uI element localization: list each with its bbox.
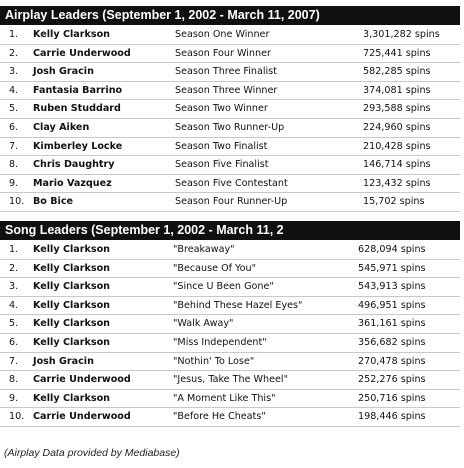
airplay-leaders-header: Airplay Leaders (September 1, 2002 - March 11, 2007) [0, 6, 460, 25]
spins-cell: 15,702 spins [363, 196, 425, 208]
detail-cell: Season Three Winner [175, 84, 278, 96]
airplay-leaders-table [0, 26, 460, 212]
rank-cell: 4. [9, 299, 19, 311]
artist-cell: Fantasia Barrino [33, 84, 123, 96]
table-row [0, 278, 460, 297]
artist-cell: Bo Bice [33, 196, 74, 208]
spins-cell: 123,432 spins [363, 177, 431, 189]
table-row [0, 390, 460, 409]
footnote: (Airplay Data provided by Mediabase) [4, 447, 180, 459]
artist-cell: Josh Gracin [33, 66, 94, 78]
detail-cell: Season Five Finalist [175, 159, 269, 171]
rank-cell: 7. [9, 355, 19, 367]
rank-cell: 10. [9, 411, 25, 423]
artist-cell: Kelly Clarkson [33, 336, 110, 348]
rank-cell: 1. [9, 244, 19, 255]
table-row [0, 63, 460, 82]
rank-cell: 6. [9, 336, 19, 348]
artist-cell: Carrie Underwood [33, 47, 131, 59]
artist-cell: Kelly Clarkson [33, 392, 110, 404]
song-leaders-table [0, 241, 460, 427]
artist-cell: Mario Vazquez [33, 177, 112, 189]
table-row [0, 138, 460, 157]
detail-cell: Season One Winner [175, 29, 270, 40]
table-row [0, 175, 460, 194]
table-row [0, 100, 460, 119]
spins-cell: 210,428 spins [363, 140, 431, 152]
table-row [0, 297, 460, 316]
detail-cell: "Walk Away" [173, 318, 234, 330]
song-leaders-header: Song Leaders (September 1, 2002 - March 11, 2 [0, 221, 460, 240]
table-row [0, 156, 460, 175]
detail-cell: "Because Of You" [173, 262, 257, 274]
detail-cell: "Behind These Hazel Eyes" [173, 299, 303, 311]
spins-cell: 628,094 spins [358, 244, 426, 255]
detail-cell: Season Four Runner-Up [175, 196, 288, 208]
detail-cell: Season Five Contestant [175, 177, 288, 189]
detail-cell: Season Two Finalist [175, 140, 268, 152]
table-row [0, 408, 460, 427]
spins-cell: 198,446 spins [358, 411, 426, 423]
spins-cell: 252,276 spins [358, 374, 426, 386]
detail-cell: "Jesus, Take The Wheel" [173, 374, 288, 386]
table-row [0, 193, 460, 212]
table-row [0, 241, 460, 260]
rank-cell: 10. [9, 196, 25, 208]
rank-cell: 5. [9, 103, 19, 115]
rank-cell: 5. [9, 318, 19, 330]
detail-cell: Season Two Runner-Up [175, 121, 285, 133]
rank-cell: 3. [9, 281, 19, 293]
detail-cell: "A Moment Like This" [173, 392, 276, 404]
detail-cell: "Before He Cheats" [173, 411, 266, 423]
artist-cell: Kelly Clarkson [33, 318, 110, 330]
detail-cell: Season Two Winner [175, 103, 268, 115]
artist-cell: Kelly Clarkson [33, 281, 110, 293]
table-row [0, 315, 460, 334]
artist-cell: Kelly Clarkson [33, 299, 110, 311]
rank-cell: 4. [9, 84, 19, 96]
detail-cell: "Since U Been Gone" [173, 281, 274, 293]
spins-cell: 361,161 spins [358, 318, 426, 330]
table-row [0, 26, 460, 45]
rank-cell: 3. [9, 66, 19, 78]
rank-cell: 8. [9, 374, 19, 386]
rank-cell: 2. [9, 262, 19, 274]
detail-cell: "Miss Independent" [173, 336, 267, 348]
artist-cell: Chris Daughtry [33, 159, 115, 171]
artist-cell: Ruben Studdard [33, 103, 121, 115]
table-row [0, 260, 460, 279]
table-row [0, 371, 460, 390]
spins-cell: 582,285 spins [363, 66, 431, 78]
spins-cell: 3,301,282 spins [363, 29, 440, 40]
table-row [0, 334, 460, 353]
spins-cell: 146,714 spins [363, 159, 431, 171]
spins-cell: 356,682 spins [358, 336, 426, 348]
rank-cell: 2. [9, 47, 19, 59]
artist-cell: Josh Gracin [33, 355, 94, 367]
artist-cell: Kimberley Locke [33, 140, 123, 152]
detail-cell: "Nothin' To Lose" [173, 355, 255, 367]
spins-cell: 374,081 spins [363, 84, 431, 96]
spins-cell: 496,951 spins [358, 299, 426, 311]
spins-cell: 224,960 spins [363, 121, 431, 133]
spins-cell: 293,588 spins [363, 103, 431, 115]
detail-cell: "Breakaway" [173, 244, 235, 255]
spins-cell: 545,971 spins [358, 262, 426, 274]
artist-cell: Kelly Clarkson [33, 244, 110, 255]
spins-cell: 250,716 spins [358, 392, 426, 404]
rank-cell: 7. [9, 140, 19, 152]
table-row [0, 119, 460, 138]
artist-cell: Clay Aiken [33, 121, 90, 133]
artist-cell: Kelly Clarkson [33, 29, 110, 40]
spins-cell: 543,913 spins [358, 281, 426, 293]
spins-cell: 270,478 spins [358, 355, 426, 367]
rank-cell: 1. [9, 29, 19, 40]
detail-cell: Season Four Winner [175, 47, 271, 59]
artist-cell: Carrie Underwood [33, 374, 131, 386]
spins-cell: 725,441 spins [363, 47, 431, 59]
table-row [0, 82, 460, 101]
rank-cell: 9. [9, 177, 19, 189]
rank-cell: 6. [9, 121, 19, 133]
artist-cell: Carrie Underwood [33, 411, 131, 423]
detail-cell: Season Three Finalist [175, 66, 277, 78]
table-row [0, 45, 460, 64]
table-row [0, 353, 460, 372]
rank-cell: 9. [9, 392, 19, 404]
artist-cell: Kelly Clarkson [33, 262, 110, 274]
rank-cell: 8. [9, 159, 19, 171]
